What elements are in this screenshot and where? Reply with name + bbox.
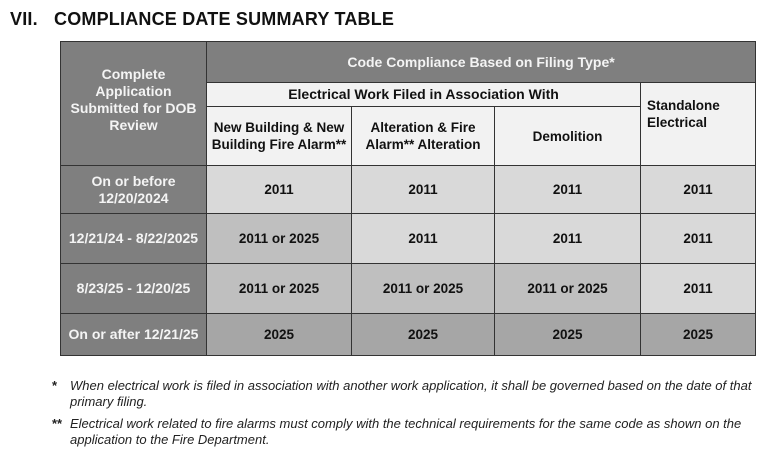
table-cell: 2011 — [641, 166, 756, 214]
footnote-mark: ** — [52, 416, 63, 431]
footnote — [52, 378, 752, 410]
footnotes — [52, 378, 752, 454]
table-cell: 2011 — [641, 264, 756, 314]
table-cell: 2011 — [352, 214, 495, 264]
table-cell: 2025 — [207, 314, 352, 356]
table-cell: 2011 — [495, 214, 641, 264]
table-cell: 2011 — [641, 214, 756, 264]
section-title — [10, 9, 394, 30]
table-cell: 2011 — [352, 166, 495, 214]
footnote-text: Electrical work related to fire alarms must comply with the technical requirements for the same code as shown on the application to the Fire Department. — [70, 416, 742, 447]
section-number: VII. — [10, 9, 38, 29]
table-cell: 2011 or 2025 — [352, 264, 495, 314]
table-row — [61, 214, 756, 264]
table-row — [61, 166, 756, 214]
row-label: On or after 12/21/25 — [61, 314, 207, 356]
row-label: 12/21/24 - 8/22/2025 — [61, 214, 207, 264]
table-cell: 2011 or 2025 — [495, 264, 641, 314]
compliance-date-table — [60, 41, 756, 356]
column-header-new-building: New Building & New Building Fire Alarm** — [207, 107, 352, 166]
table-row — [61, 264, 756, 314]
row-label: 8/23/25 - 12/20/25 — [61, 264, 207, 314]
top-header: Code Compliance Based on Filing Type* — [207, 42, 756, 83]
table-cell: 2011 or 2025 — [207, 214, 352, 264]
footnote-mark: * — [52, 378, 58, 393]
footnote — [52, 416, 752, 448]
group-header: Electrical Work Filed in Association With — [207, 83, 641, 107]
row-header-label: Complete Application Submitted for DOB Review — [61, 42, 207, 166]
table-cell: 2011 — [207, 166, 352, 214]
column-header-standalone: Standalone Electrical — [641, 83, 756, 166]
table-row — [61, 314, 756, 356]
section-title-text: COMPLIANCE DATE SUMMARY TABLE — [54, 9, 395, 29]
column-header-demolition: Demolition — [495, 107, 641, 166]
table-cell: 2025 — [641, 314, 756, 356]
row-label: On or before 12/20/2024 — [61, 166, 207, 214]
table-cell: 2011 or 2025 — [207, 264, 352, 314]
column-header-alteration: Alteration & Fire Alarm** Alteration — [352, 107, 495, 166]
table-cell: 2011 — [495, 166, 641, 214]
table-cell: 2025 — [495, 314, 641, 356]
table-cell: 2025 — [352, 314, 495, 356]
footnote-text: When electrical work is filed in association with another work application, it shall be governed based on the date of that primary filing. — [70, 378, 752, 409]
